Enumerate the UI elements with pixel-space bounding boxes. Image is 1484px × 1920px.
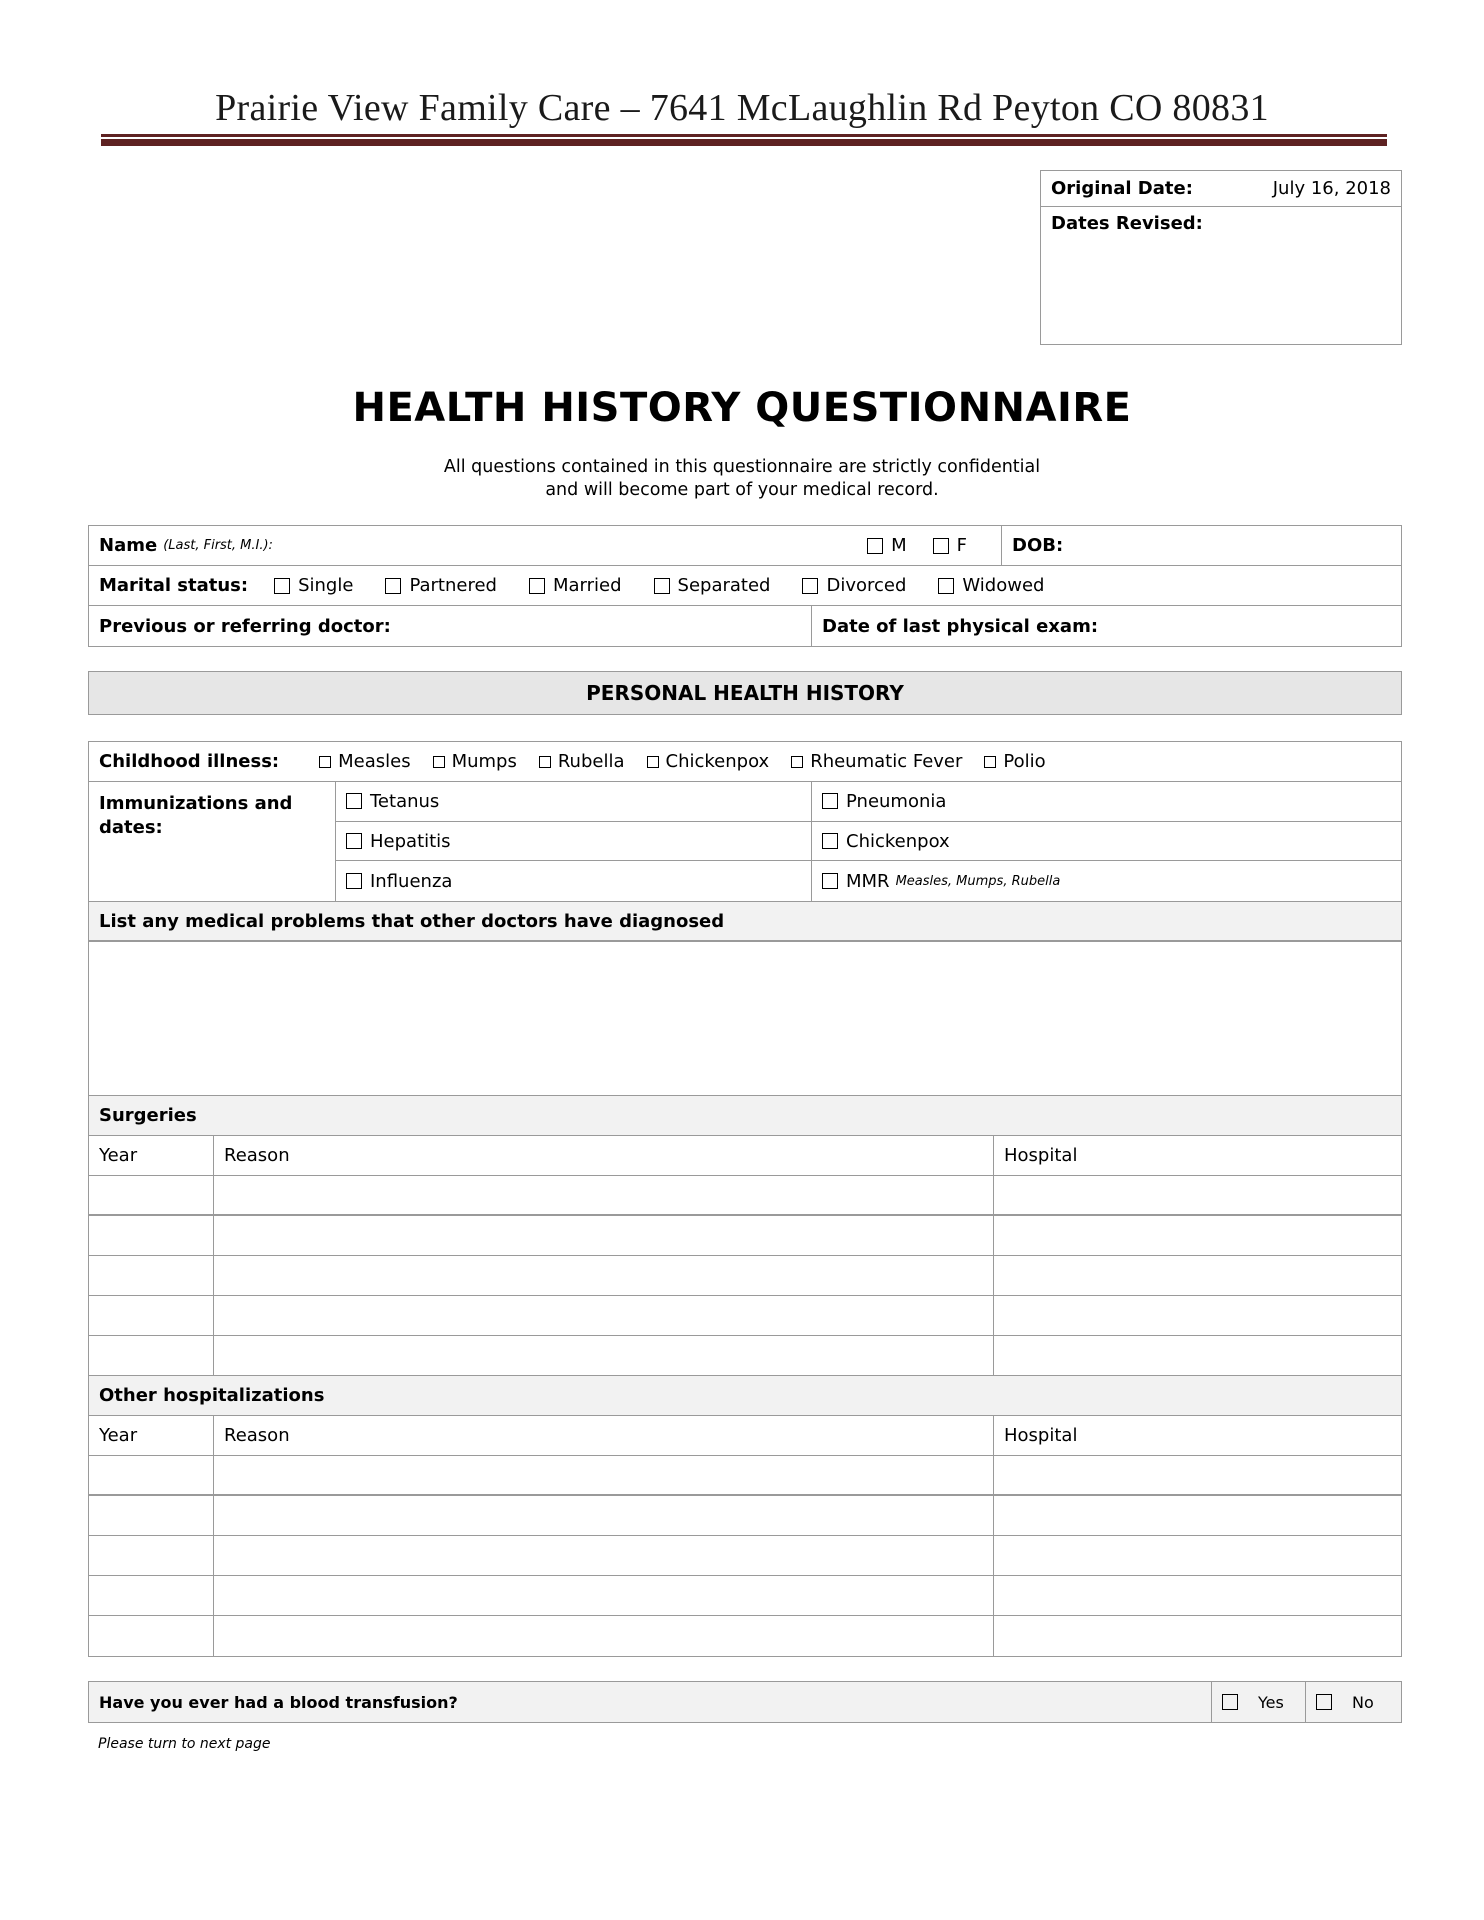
- table-row: [89, 1176, 1401, 1216]
- immunization-hepatitis[interactable]: Hepatitis: [336, 822, 811, 862]
- surgery-reason-cell[interactable]: [213, 1176, 993, 1214]
- hospitalization-reason-cell[interactable]: [213, 1536, 993, 1575]
- checkbox-icon[interactable]: [867, 538, 883, 554]
- immunization-tetanus[interactable]: Tetanus: [336, 782, 811, 822]
- hospitalization-year-cell[interactable]: [89, 1456, 213, 1494]
- marital-option-widowed[interactable]: Widowed: [938, 575, 1044, 596]
- hospitalization-hospital-cell[interactable]: [993, 1576, 1401, 1615]
- checkbox-icon[interactable]: [539, 756, 551, 768]
- transfusion-no-option[interactable]: No: [1305, 1682, 1401, 1722]
- turn-page-note: Please turn to next page: [98, 1736, 271, 1752]
- marital-option-partnered[interactable]: Partnered: [385, 575, 497, 596]
- header-rule-thin: [101, 134, 1387, 137]
- hospitalization-reason-cell[interactable]: [213, 1456, 993, 1494]
- hospitalization-hospital-cell[interactable]: [993, 1536, 1401, 1575]
- confidentiality-line-1: All questions contained in this questionnaire are strictly confidential: [443, 457, 1041, 477]
- personal-history-box: [88, 741, 1402, 1657]
- hospitalizations-col-hospital: Hospital: [993, 1416, 1401, 1455]
- hospitalization-year-cell[interactable]: [89, 1616, 213, 1656]
- childhood-option-measles[interactable]: Measles: [319, 751, 410, 772]
- surgeries-col-hospital: Hospital: [993, 1136, 1401, 1175]
- checkbox-icon[interactable]: [274, 578, 290, 594]
- table-row: [89, 1496, 1401, 1536]
- dates-revised-label: Dates Revised:: [1051, 213, 1203, 234]
- document-title: HEALTH HISTORY QUESTIONNAIRE: [352, 385, 1132, 431]
- marital-option-separated[interactable]: Separated: [654, 575, 771, 596]
- checkbox-icon[interactable]: [1316, 1694, 1332, 1710]
- name-hint: (Last, First, M.I.):: [163, 538, 273, 553]
- surgery-year-cell[interactable]: [89, 1256, 213, 1295]
- hospitalization-year-cell[interactable]: [89, 1576, 213, 1615]
- medical-problems-input[interactable]: [89, 942, 1401, 1096]
- hospitalization-year-cell[interactable]: [89, 1496, 213, 1535]
- immunization-influenza[interactable]: Influenza: [336, 861, 811, 901]
- surgery-reason-cell[interactable]: [213, 1336, 993, 1375]
- hospitalization-reason-cell[interactable]: [213, 1496, 993, 1535]
- referring-doctor-field[interactable]: [89, 606, 811, 646]
- confidentiality-line-2: and will become part of your medical record.: [545, 480, 939, 500]
- checkbox-icon[interactable]: [319, 756, 331, 768]
- childhood-illness-row: [89, 742, 1401, 781]
- hospitalization-hospital-cell[interactable]: [993, 1496, 1401, 1535]
- hospitalization-year-cell[interactable]: [89, 1536, 213, 1575]
- checkbox-icon[interactable]: [346, 873, 362, 889]
- surgery-year-cell[interactable]: [89, 1336, 213, 1375]
- surgery-year-cell[interactable]: [89, 1176, 213, 1214]
- surgery-year-cell[interactable]: [89, 1216, 213, 1255]
- childhood-illness-label: Childhood illness:: [99, 751, 280, 772]
- checkbox-icon[interactable]: [385, 578, 401, 594]
- checkbox-icon[interactable]: [529, 578, 545, 594]
- sex-option-m[interactable]: M: [867, 535, 907, 556]
- marital-status-label: Marital status:: [99, 575, 249, 596]
- checkbox-icon[interactable]: [346, 793, 362, 809]
- mmr-note: Measles, Mumps, Rubella: [895, 873, 1061, 889]
- table-row: [89, 1616, 1401, 1656]
- childhood-option-chickenpox[interactable]: Chickenpox: [647, 751, 770, 772]
- hospitalizations-col-year: Year: [99, 1425, 138, 1446]
- hospitalizations-title: Other hospitalizations: [99, 1385, 325, 1406]
- childhood-option-rheumatic-fever[interactable]: Rheumatic Fever: [791, 751, 962, 772]
- transfusion-question: Have you ever had a blood transfusion?: [99, 1692, 458, 1712]
- practice-header: Prairie View Family Care – 7641 McLaughlin Rd Peyton CO 80831: [215, 87, 1269, 129]
- section-header-personal-health: PERSONAL HEALTH HISTORY: [88, 671, 1402, 715]
- checkbox-icon[interactable]: [654, 578, 670, 594]
- sex-options: [799, 526, 1001, 565]
- hospitalization-reason-cell[interactable]: [213, 1576, 993, 1615]
- revision-date-box: [1040, 170, 1402, 345]
- dob-field[interactable]: [1001, 526, 1401, 565]
- hospitalizations-header-row: [89, 1416, 1401, 1456]
- hospitalization-hospital-cell[interactable]: [993, 1616, 1401, 1656]
- header-rule-thick: [101, 139, 1387, 146]
- dob-label: DOB:: [1012, 535, 1064, 556]
- surgery-reason-cell[interactable]: [213, 1216, 993, 1255]
- table-row: [89, 1296, 1401, 1336]
- table-row: [89, 1256, 1401, 1296]
- checkbox-icon[interactable]: [802, 578, 818, 594]
- immunization-mmr[interactable]: MMR Measles, Mumps, Rubella: [812, 861, 1401, 901]
- sex-option-f[interactable]: F: [933, 535, 967, 556]
- surgery-reason-cell[interactable]: [213, 1296, 993, 1335]
- table-row: [89, 1536, 1401, 1576]
- surgery-reason-cell[interactable]: [213, 1256, 993, 1295]
- surgery-hospital-cell[interactable]: [993, 1256, 1401, 1295]
- original-date-label: Original Date:: [1051, 178, 1193, 199]
- surgeries-col-reason: Reason: [213, 1136, 993, 1175]
- surgery-hospital-cell[interactable]: [993, 1176, 1401, 1214]
- name-field[interactable]: [89, 526, 799, 565]
- transfusion-yes-option[interactable]: Yes: [1211, 1682, 1305, 1722]
- immunization-pneumonia[interactable]: Pneumonia: [812, 782, 1401, 822]
- checkbox-icon[interactable]: [984, 756, 996, 768]
- name-label: Name: [99, 535, 158, 556]
- surgery-hospital-cell[interactable]: [993, 1296, 1401, 1335]
- immunizations-left-column: [335, 782, 811, 901]
- checkbox-icon[interactable]: [933, 538, 949, 554]
- checkbox-icon[interactable]: [822, 873, 838, 889]
- referring-doctor-label: Previous or referring doctor:: [99, 615, 391, 637]
- checkbox-icon[interactable]: [1222, 1694, 1238, 1710]
- surgeries-title: Surgeries: [99, 1105, 197, 1126]
- childhood-option-mumps[interactable]: Mumps: [433, 751, 517, 772]
- surgeries-col-year: Year: [99, 1145, 138, 1166]
- hospitalizations-col-reason: Reason: [213, 1416, 993, 1455]
- table-row: [89, 1576, 1401, 1616]
- medical-problems-label: List any medical problems that other doctors have diagnosed: [99, 910, 725, 932]
- marital-status-row: [89, 566, 1401, 605]
- marital-option-divorced[interactable]: Divorced: [802, 575, 906, 596]
- checkbox-icon[interactable]: [647, 756, 659, 768]
- checkbox-icon[interactable]: [822, 833, 838, 849]
- last-exam-field[interactable]: [811, 606, 1401, 646]
- table-row: [89, 1336, 1401, 1376]
- hospitalization-hospital-cell[interactable]: [993, 1456, 1401, 1494]
- checkbox-icon[interactable]: [938, 578, 954, 594]
- original-date-value: July 16, 2018: [1272, 178, 1391, 199]
- checkbox-icon[interactable]: [346, 833, 362, 849]
- childhood-option-polio[interactable]: Polio: [984, 751, 1045, 772]
- surgery-year-cell[interactable]: [89, 1296, 213, 1335]
- patient-info-box: [88, 525, 1402, 647]
- immunizations-right-column: [811, 782, 1401, 901]
- surgery-hospital-cell[interactable]: [993, 1336, 1401, 1375]
- last-exam-label: Date of last physical exam:: [822, 615, 1099, 637]
- checkbox-icon[interactable]: [433, 756, 445, 768]
- checkbox-icon[interactable]: [791, 756, 803, 768]
- immunizations-label: Immunizations and dates:: [99, 793, 293, 838]
- table-row: [89, 1216, 1401, 1256]
- surgery-hospital-cell[interactable]: [993, 1216, 1401, 1255]
- table-row: [89, 1456, 1401, 1496]
- marital-option-single[interactable]: Single: [274, 575, 353, 596]
- marital-option-married[interactable]: Married: [529, 575, 622, 596]
- surgeries-header-row: [89, 1136, 1401, 1176]
- immunization-chickenpox[interactable]: Chickenpox: [812, 822, 1401, 862]
- confidentiality-note: [0, 456, 1484, 502]
- transfusion-row: [88, 1681, 1402, 1723]
- childhood-option-rubella[interactable]: Rubella: [539, 751, 625, 772]
- checkbox-icon[interactable]: [822, 793, 838, 809]
- hospitalization-reason-cell[interactable]: [213, 1616, 993, 1656]
